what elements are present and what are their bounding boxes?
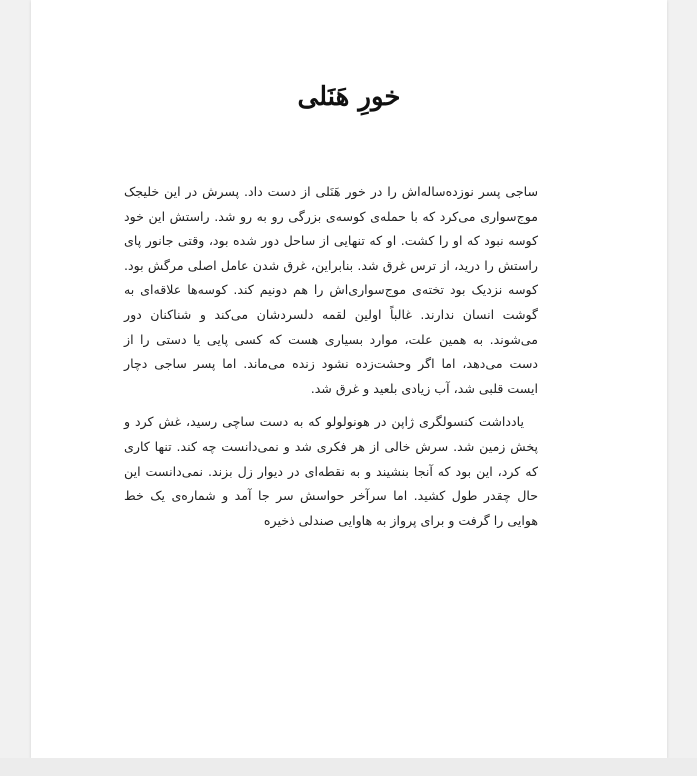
paragraph-text: ساجی پسر نوزده‌ساله‌اش را در خور هَنَلی از دست داد. پسرش در این خلیجک موج‌سواری می‌کرد که با حمله‌ی کوسه‌ی بزرگی رو به رو شد. راستش این خود کوسه نبود که او را کشت. او که تنهایی از ساحل دور شده بود، وقتی جانور پای راستش را درید، از ترس غرق شد. بنابراین، غرق شدن عامل اصلی مرگش بود. کوسه نزدیک بود تخته‌ی موج‌سواری‌اش را هم دونیم کند. کوسه‌ها علاقه‌ای به گوشت انسان ندارند. غالباً اولین لقمه دلسردشان می‌کند و شناکنان دور می‌شوند. به همین علت، موارد بسیاری هست که کسی پایی یا دستی را از دست می‌دهد، اما اگر وحشت‌زده نشود زنده می‌ماند. اما پسر ساجی دچار ایست قلبی شد، آب زیادی بلعید و غرق شد. (124, 184, 538, 396)
page-title: خورِ هَنَلی (297, 82, 401, 112)
paragraph (124, 180, 538, 401)
viewer-bottom-strip (0, 758, 697, 776)
paragraph-text: یادداشت کنسولگری ژاپن در هونولولو که به دست ساچی رسید، غش کرد و پخش زمین شد. سرش خالی از هر فکری شد و نمی‌دانست چه کند. تنها کاری که کرد، این بود که آنجا بنشیند و به نقطه‌ای در دیوار زل بزند. نمی‌دانست این حال چقدر طول کشید. اما سرآخر حواسش سر جا آمد و شماره‌ی یک خط هوایی را گرفت و برای پرواز به هاوایی صندلی ذخیره (124, 414, 538, 528)
body-text (124, 180, 538, 533)
paragraph (124, 410, 538, 533)
document-page (31, 0, 667, 758)
